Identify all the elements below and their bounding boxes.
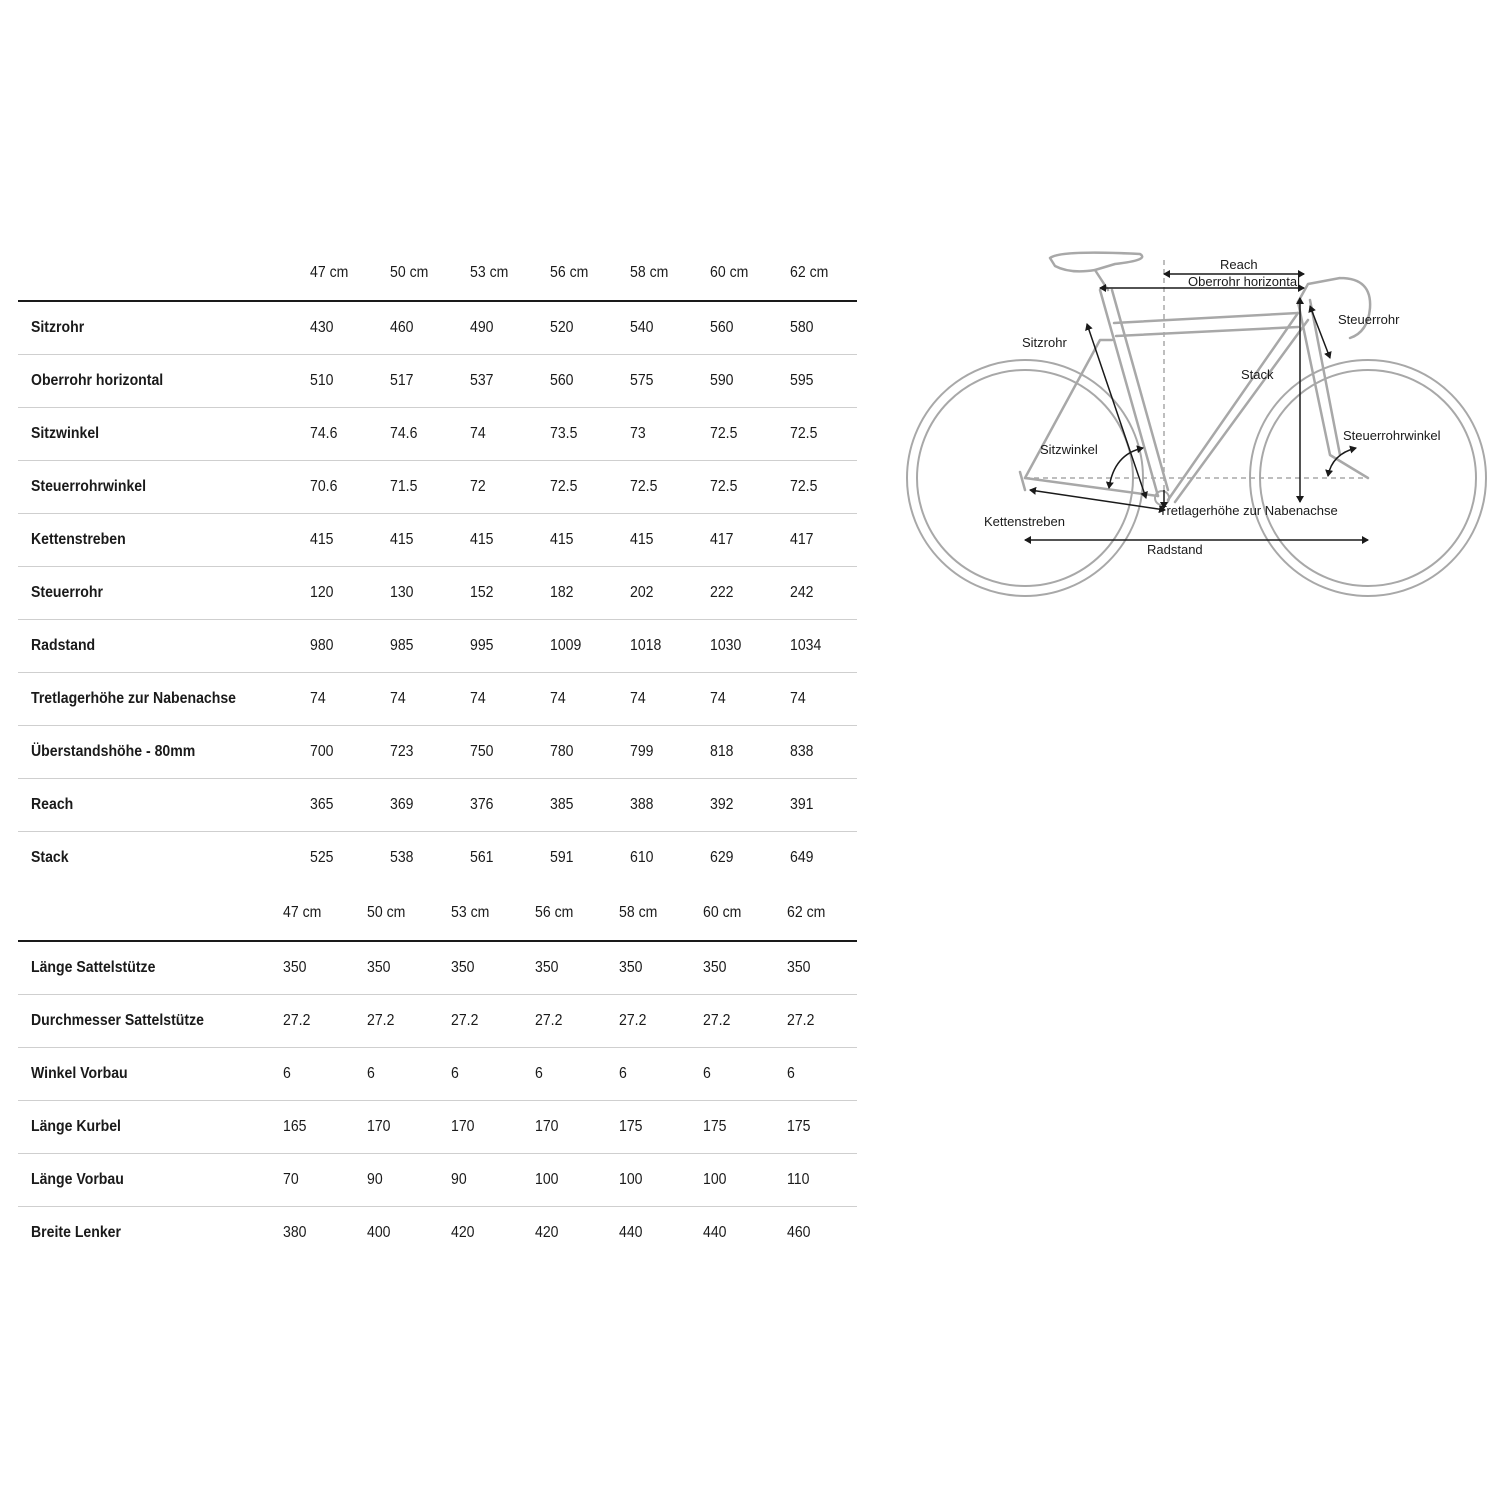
table-cell: 392 [710,796,734,813]
table-cell: 152 [470,584,494,601]
components-table [18,888,857,1259]
table-cell: 110 [787,1171,810,1188]
table-cell: 170 [451,1118,475,1135]
label-bb-drop: Tretlagerhöhe zur Nabenachse [1159,503,1338,518]
table-cell: 350 [619,959,643,976]
table-cell: 365 [310,796,334,813]
table-cell: 90 [451,1171,467,1188]
table-cell: 517 [390,372,414,389]
table-cell: 202 [630,584,654,601]
table-cell: 610 [630,849,654,866]
table-cell: 6 [703,1065,711,1082]
table-cell: 72.5 [550,478,578,495]
table-cell: 388 [630,796,654,813]
label-top-tube: Oberrohr horizontal [1188,274,1300,289]
table-cell: 1034 [790,637,822,654]
table-cell: 27.2 [283,1012,311,1029]
row-label: Reach [31,796,74,813]
components-table-header [18,888,857,942]
row-label: Steuerrohrwinkel [31,478,147,495]
label-chainstay: Kettenstreben [984,514,1065,529]
table-cell: 72.5 [710,425,738,442]
table-cell: 175 [619,1118,643,1135]
table-cell: 400 [367,1224,391,1241]
table-cell: 440 [703,1224,727,1241]
size-header: 58 cm [630,264,669,281]
table-cell: 74 [550,690,566,707]
table-row [18,567,857,620]
table-cell: 74 [310,690,326,707]
table-cell: 170 [535,1118,559,1135]
table-row [18,1101,857,1154]
table-cell: 415 [630,531,654,548]
table-cell: 72.5 [710,478,738,495]
table-cell: 6 [787,1065,795,1082]
table-row [18,408,857,461]
table-cell: 100 [703,1171,727,1188]
table-cell: 74 [390,690,406,707]
table-cell: 560 [710,319,734,336]
table-cell: 980 [310,637,334,654]
table-cell: 700 [310,743,334,760]
table-row [18,620,857,673]
table-row [18,673,857,726]
table-cell: 525 [310,849,334,866]
table-cell: 72 [470,478,486,495]
table-cell: 415 [550,531,574,548]
table-cell: 74 [470,425,486,442]
table-cell: 27.2 [535,1012,563,1029]
table-cell: 74 [790,690,806,707]
table-cell: 799 [630,743,654,760]
table-cell: 595 [790,372,814,389]
table-cell: 490 [470,319,494,336]
table-cell: 182 [550,584,574,601]
size-header: 60 cm [710,264,749,281]
table-row [18,1048,857,1101]
table-row [18,726,857,779]
table-cell: 74.6 [390,425,418,442]
row-label: Sitzrohr [31,319,85,336]
label-seat-angle: Sitzwinkel [1040,442,1098,457]
size-header: 53 cm [451,904,490,921]
table-cell: 6 [283,1065,291,1082]
size-header: 60 cm [703,904,742,921]
table-cell: 350 [535,959,559,976]
label-head-angle: Steuerrohrwinkel [1343,428,1441,443]
table-row [18,1154,857,1207]
table-cell: 350 [787,959,811,976]
table-cell: 6 [451,1065,459,1082]
table-row [18,1207,857,1259]
table-cell: 415 [390,531,414,548]
table-cell: 575 [630,372,654,389]
table-cell: 350 [367,959,391,976]
table-cell: 74 [630,690,646,707]
geometry-table-header [18,248,857,302]
table-cell: 73.5 [550,425,578,442]
table-row [18,461,857,514]
table-cell: 350 [283,959,307,976]
table-cell: 130 [390,584,414,601]
table-cell: 90 [367,1171,383,1188]
table-cell: 538 [390,849,414,866]
table-cell: 120 [310,584,334,601]
table-cell: 380 [283,1224,307,1241]
table-cell: 27.2 [787,1012,815,1029]
table-cell: 72.5 [790,478,818,495]
table-cell: 590 [710,372,734,389]
table-cell: 591 [550,849,574,866]
label-head-tube: Steuerrohr [1338,312,1400,327]
size-header: 50 cm [390,264,429,281]
row-label: Stack [31,849,69,866]
table-cell: 995 [470,637,494,654]
table-cell: 537 [470,372,494,389]
table-cell: 369 [390,796,414,813]
size-header: 50 cm [367,904,406,921]
row-label: Radstand [31,637,96,654]
table-cell: 70 [283,1171,299,1188]
table-cell: 818 [710,743,734,760]
label-wheelbase: Radstand [1147,542,1203,557]
row-label: Länge Sattelstütze [31,959,156,976]
table-row [18,514,857,567]
dimension-labels [984,257,1441,557]
table-cell: 560 [550,372,574,389]
table-cell: 100 [535,1171,559,1188]
table-cell: 350 [703,959,727,976]
row-label: Überstandshöhe - 80mm [31,743,196,760]
table-cell: 74 [470,690,486,707]
table-cell: 72.5 [630,478,658,495]
table-cell: 649 [790,849,814,866]
bike-frame [1020,253,1370,505]
table-cell: 838 [790,743,814,760]
table-cell: 750 [470,743,494,760]
table-cell: 460 [390,319,414,336]
size-header: 47 cm [283,904,322,921]
table-cell: 27.2 [451,1012,479,1029]
row-label: Länge Vorbau [31,1171,124,1188]
size-header: 53 cm [470,264,509,281]
label-reach: Reach [1220,257,1258,272]
table-cell: 71.5 [390,478,418,495]
table-cell: 520 [550,319,574,336]
table-cell: 27.2 [367,1012,395,1029]
size-header: 62 cm [790,264,829,281]
row-label: Oberrohr horizontal [31,372,164,389]
table-cell: 440 [619,1224,643,1241]
table-cell: 376 [470,796,494,813]
table-cell: 1018 [630,637,662,654]
table-row [18,302,857,355]
table-cell: 74.6 [310,425,338,442]
row-label: Länge Kurbel [31,1118,121,1135]
size-header: 58 cm [619,904,658,921]
geometry-table [18,248,857,884]
table-cell: 985 [390,637,414,654]
table-cell: 415 [470,531,494,548]
table-cell: 417 [710,531,734,548]
table-cell: 74 [710,690,726,707]
table-cell: 100 [619,1171,643,1188]
table-row [18,355,857,408]
table-cell: 6 [619,1065,627,1082]
table-cell: 72.5 [790,425,818,442]
table-row [18,779,857,832]
table-cell: 420 [535,1224,559,1241]
table-row [18,995,857,1048]
table-cell: 780 [550,743,574,760]
table-cell: 561 [470,849,494,866]
label-seat-tube: Sitzrohr [1022,335,1067,350]
table-row [18,942,857,995]
table-cell: 460 [787,1224,811,1241]
row-label: Tretlagerhöhe zur Nabenachse [31,690,237,707]
dimension-arrows [1025,274,1368,540]
table-cell: 6 [535,1065,543,1082]
row-label: Breite Lenker [31,1224,121,1241]
table-cell: 350 [451,959,475,976]
table-cell: 580 [790,319,814,336]
row-label: Steuerrohr [31,584,103,601]
table-cell: 629 [710,849,734,866]
bike-geometry-diagram [900,240,1500,610]
table-cell: 70.6 [310,478,338,495]
table-cell: 165 [283,1118,307,1135]
table-cell: 417 [790,531,814,548]
table-cell: 242 [790,584,814,601]
table-cell: 27.2 [703,1012,731,1029]
table-cell: 415 [310,531,334,548]
size-header: 56 cm [550,264,589,281]
row-label: Sitzwinkel [31,425,100,442]
size-header: 62 cm [787,904,826,921]
table-cell: 385 [550,796,574,813]
table-cell: 27.2 [619,1012,647,1029]
table-cell: 430 [310,319,334,336]
row-label: Durchmesser Sattelstütze [31,1012,204,1029]
table-cell: 175 [703,1118,727,1135]
table-cell: 73 [630,425,646,442]
label-stack: Stack [1241,367,1274,382]
table-cell: 1030 [710,637,742,654]
table-cell: 175 [787,1118,811,1135]
table-cell: 540 [630,319,654,336]
row-label: Kettenstreben [31,531,126,548]
table-cell: 170 [367,1118,391,1135]
table-cell: 510 [310,372,334,389]
table-cell: 1009 [550,637,582,654]
table-cell: 723 [390,743,414,760]
size-header: 56 cm [535,904,574,921]
table-cell: 6 [367,1065,375,1082]
size-header: 47 cm [310,264,349,281]
row-label: Winkel Vorbau [31,1065,128,1082]
table-cell: 420 [451,1224,475,1241]
table-row [18,832,857,884]
table-cell: 222 [710,584,734,601]
table-cell: 391 [790,796,814,813]
